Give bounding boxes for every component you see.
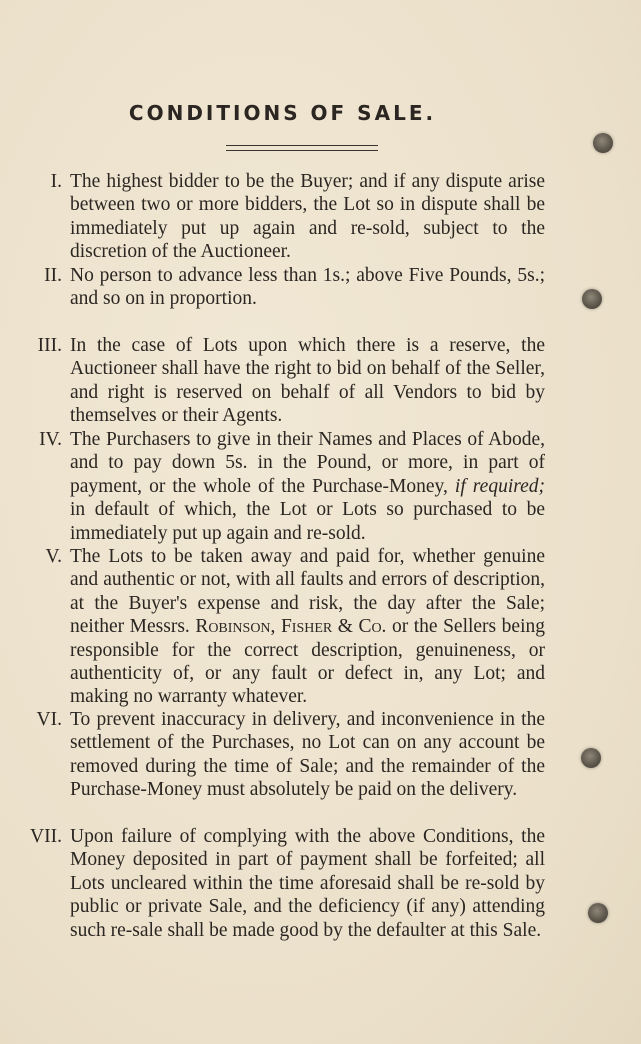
- condition-text: No person to advance less than 1s.; above Five Pounds, 5s.; and so on in proportion.: [70, 265, 545, 310]
- binding-hole: [588, 903, 608, 923]
- condition-text-part: The Lots to be taken away and paid for, whether genuine and authentic or not, with all faults and errors of description, at the Buyer's expense and risk, the day after the Sale; neither Messrs.: [70, 546, 545, 638]
- binding-hole: [581, 748, 601, 768]
- binding-hole: [593, 133, 613, 153]
- condition-text-italic: if required;: [454, 475, 545, 497]
- condition-numeral: V.: [45, 546, 62, 567]
- condition-text: [70, 428, 545, 545]
- condition-numeral: VI.: [36, 709, 62, 730]
- condition-text: [70, 545, 545, 709]
- auctioneer-firm-name: Robinson, Fisher & Co.: [195, 616, 387, 638]
- condition-text: The highest bidder to be the Buyer; and if any dispute arise between two or more bidders, the Lot so in dispute shall be immediately put up again and re-sold, subject to the discretion of the Auctioneer.: [70, 171, 545, 263]
- condition-text-part: or the Sellers being responsible for the correct description, genuineness, or authenticity of, or any fault or defect in, any Lot; and making no warranty whatever.: [70, 616, 545, 708]
- title-double-rule: [226, 145, 378, 151]
- condition-numeral: III.: [37, 335, 62, 356]
- condition-text: Upon failure of complying with the above Conditions, the Money deposited in part of payment shall be forfeited; all Lots uncleared within the time aforesaid shall be re-sold by public or private Sale, and the deficiency (if any) attending such re-sale shall be made good by the defaulter at this Sale.: [70, 826, 545, 941]
- binding-hole: [582, 289, 602, 309]
- condition-text: In the case of Lots upon which there is a reserve, the Auctioneer shall have the right to bid on behalf of the Seller, and right is reserved on behalf of all Vendors to bid by themselves or their Agents.: [70, 335, 545, 427]
- condition-numeral: VII.: [30, 826, 62, 847]
- condition-numeral: II.: [44, 265, 62, 286]
- page-title: CONDITIONS OF SALE.: [128, 101, 437, 125]
- condition-numeral: IV.: [39, 429, 62, 450]
- condition-numeral: I.: [50, 171, 62, 192]
- condition-text-part: in default of which, the Lot or Lots so purchased to be immediately put up again and re-sold.: [70, 499, 545, 544]
- condition-text-part: The Purchasers to give in their Names and Places of Abode, and to pay down 5s. in the Pound, or more, in part of payment, or the whole of the Purchase-Money,: [70, 429, 545, 497]
- condition-text: To prevent inaccuracy in delivery, and inconvenience in the settlement of the Purchases, no Lot can on any account be removed during the time of Sale; and the remainder of the Purchase-Money must absolutely be paid on the delivery.: [70, 709, 545, 801]
